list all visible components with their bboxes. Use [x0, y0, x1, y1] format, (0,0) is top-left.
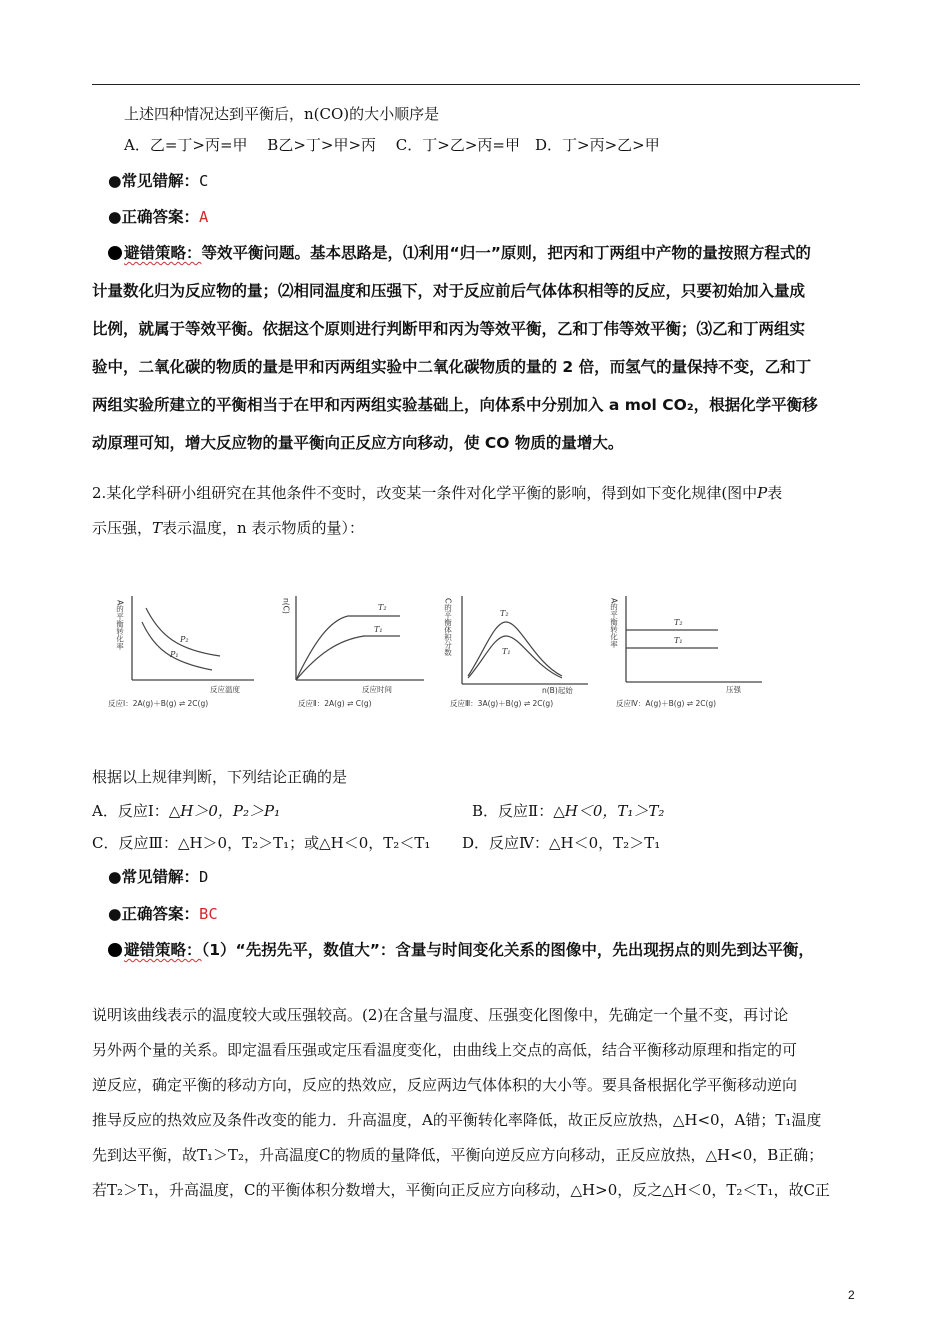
bullet-icon [108, 246, 122, 260]
chart-3-curve-label-t2: T₂ [500, 609, 509, 618]
chart-3-curve-t1 [468, 636, 562, 678]
chart-2-caption: 反应Ⅱ：2A(g) ⇌ C(g) [298, 699, 372, 708]
q2-common-error-value: D [199, 868, 209, 886]
q1-correct-answer [108, 206, 208, 228]
q2-stem-line-2: 示压强，T表示温度，n 表示物质的量）： [92, 519, 364, 537]
chart-1-caption: 反应Ⅰ：2A(g)＋B(g) ⇌ 2C(g) [108, 699, 209, 708]
q2-correct-answer [108, 903, 218, 925]
q2-explain-line-6: 若T₂＞T₁，升高温度，C的平衡体积分数增大，平衡向正反应方向移动，△H>0，反之△H＜0，T₂＜T₁，故C正 [92, 1181, 830, 1199]
q2-option-d: D．反应Ⅳ：△H＜0，T₂＞T₁ [462, 834, 661, 852]
q1-common-error-value: C [199, 172, 209, 190]
q2-strategy-label: 避错策略： [124, 941, 202, 959]
chart-3-curve-t2 [468, 622, 562, 676]
bullet-icon [108, 943, 122, 957]
q1-strategy-line-4: 验中，二氧化碳的物质的量是甲和丙两组实验中二氧化碳物质的量的 2 倍，而氢气的量保持不变，乙和丁 [92, 358, 812, 376]
chart-2-xlabel: 反应时间 [362, 685, 392, 694]
q1-strategy-line-2: 计量数化归为反应物的量；⑵相同温度和压强下，对于反应前后气体体积相等的反应，只要初始加入量成 [92, 282, 806, 300]
chart-2-svg [278, 592, 428, 698]
chart-1-xlabel: 反应温度 [210, 685, 240, 694]
q2-option-b: B．反应Ⅱ：△H＜0，T₁＞T₂ [472, 802, 665, 820]
chart-4-ylabel: A的平衡转化率 [609, 598, 619, 649]
chart-reaction-2 [278, 592, 428, 708]
chart-reaction-4 [606, 592, 766, 708]
q1-common-error-label: ●常见错解： [108, 172, 200, 190]
chart-3-ylabel: C的平衡体积分数 [443, 598, 453, 656]
chart-3-svg [438, 592, 598, 698]
q2-common-error-label: ●常见错解： [108, 868, 200, 886]
chart-2-curve-t2 [296, 616, 400, 680]
header-rule [92, 84, 860, 85]
chart-2-curve-t1 [296, 636, 400, 680]
q1-common-error [108, 170, 208, 192]
q2-explain-line-4: 推导反应的热效应及条件改变的能力．升高温度，A的平衡转化率降低，故正反应放热，△H<0，A错；T₁温度 [92, 1111, 822, 1129]
q1-options: A．乙=丁>丙=甲 B乙>丁>甲>丙 C．丁>乙>丙=甲 D．丁>丙>乙>甲 [124, 136, 660, 154]
q2-explain-line-1: 说明该曲线表示的温度较大或压强较高。(2)在含量与温度、压强变化图像中，先确定一个量不变，再讨论 [92, 1006, 789, 1024]
chart-3-caption: 反应Ⅲ：3A(g)＋B(g) ⇌ 2C(g) [450, 699, 554, 708]
q2-judge: 根据以上规律判断，下列结论正确的是 [92, 768, 348, 786]
chart-3-xlabel: n(B)起始 [542, 686, 573, 695]
q1-correct-value: A [199, 208, 209, 226]
chart-4-svg [606, 592, 766, 698]
reaction-charts [108, 592, 768, 716]
q1-strategy-line-1: 避错策略：等效平衡问题。基本思路是，⑴利用“归一”原则，把丙和丁两组中产物的量按照方程式的 [108, 242, 811, 264]
chart-2-ylabel: n(C) [281, 598, 291, 614]
q1-strategy-label: 避错策略： [124, 244, 202, 262]
chart-reaction-3 [438, 592, 598, 708]
q2-explain-line-2: 另外两个量的关系。即定温看压强或定压看温度变化，由曲线上交点的高低，结合平衡移动原理和指定的可 [92, 1041, 798, 1059]
chart-3-curve-label-t1: T₁ [502, 647, 511, 656]
q1-strategy-line-5: 两组实验所建立的平衡相当于在甲和丙两组实验基础上，向体系中分别加入 a mol CO₂，根据化学平衡移 [92, 396, 818, 414]
q2-strategy-line-1: 避错策略：（1）“先拐先平，数值大”：含量与时间变化关系的图像中，先出现拐点的则先到达平衡， [108, 939, 814, 961]
q2-explain-line-3: 逆反应，确定平衡的移动方向，反应的热效应，反应两边气体体积的大小等。要具备根据化学平衡移动逆向 [92, 1076, 798, 1094]
q2-correct-value: BC [199, 905, 218, 923]
chart-4-caption: 反应Ⅳ：A(g)＋B(g) ⇌ 2C(g) [616, 699, 717, 708]
q1-correct-label: ●正确答案： [108, 208, 200, 226]
chart-reaction-1 [108, 592, 258, 708]
chart-1-curve-p2 [146, 608, 220, 656]
q2-option-a: A．反应Ⅰ：△H＞0，P₂＞P₁ [92, 802, 281, 820]
chart-4-curve-label-t2: T₂ [674, 618, 683, 627]
q1-strategy-line-3: 比例，就属于等效平衡。依据这个原则进行判断甲和丙为等效平衡，乙和丁伟等效平衡；⑶乙和丁两组实 [92, 320, 806, 338]
chart-1-svg [108, 592, 258, 698]
chart-2-curve-label-t2: T₂ [378, 603, 387, 612]
chart-1-curve-p1 [142, 622, 212, 670]
q2-option-c: C．反应Ⅲ：△H＞0，T₂＞T₁；或△H＜0，T₂＜T₁ [92, 834, 431, 852]
page-number: 2 [848, 1288, 855, 1302]
chart-4-curve-label-t1: T₁ [674, 636, 683, 645]
chart-4-xlabel: 压强 [726, 685, 741, 694]
q1-strategy-line-6: 动原理可知，增大反应物的量平衡向正反应方向移动，使 CO 物质的量增大。 [92, 434, 624, 452]
chart-1-ylabel: A的平衡转化率 [115, 600, 125, 651]
q2-explain-line-5: 先到达平衡，故T₁＞T₂，升高温度C的物质的量降低，平衡向逆反应方向移动，正反应放热，△H<0，B正确； [92, 1146, 824, 1164]
chart-2-curve-label-t1: T₁ [374, 625, 383, 634]
q2-stem-line-1: 2.某化学科研小组研究在其他条件不变时，改变某一条件对化学平衡的影响，得到如下变化规律(图中P表 [92, 484, 783, 502]
q2-common-error [108, 866, 208, 888]
chart-1-curve-label-p1: P₁ [170, 650, 179, 659]
q1-prompt: 上述四种情况达到平衡后，n(CO)的大小顺序是 [124, 105, 440, 123]
q2-correct-label: ●正确答案： [108, 905, 200, 923]
chart-1-curve-label-p2: P₂ [180, 635, 189, 644]
